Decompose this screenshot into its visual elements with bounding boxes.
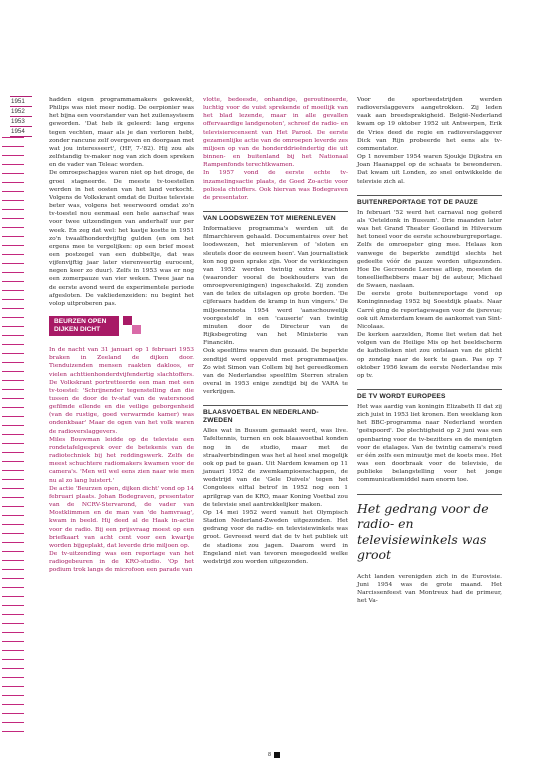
section-heading: BEURZEN OPEN DIJKEN DICHT [49, 316, 119, 336]
paragraph: Ook speelfilms waren dun gezaaid. De beperkte zendtijd werd opgevuld met programmaatjes. Zo wist Simon van Collem bij het gereedkomen van de Nederlandse speelfilm Sterren stralen overal in 1953 enige zendtijd bij de VARA te verkrijgen. [203, 348, 348, 396]
section-heading: DE TV WORDT EUROPEES [357, 393, 446, 400]
paragraph: De actie 'Beurzen open, dijken dicht' vond op 14 februari plaats. Johan Bodegraven, presentator van de NCRV-Stervarond, de vader van Mostklimmen en de man van 'de hamvraag', kwam in beeld. Hij deed al de Haak in-actie voor de radio. Bij een prijsvraag moest op een briefkaart van acht cent voor een kwartje worden bijgeplakt, dat leverde drie miljoen op. [49, 485, 194, 549]
page-number: 8 [268, 752, 272, 758]
paragraph: De tv-uitzending was een reportage van het radiogebeuren in de KRO-studio. 'Op het podium trok langs de microfoon een parade van [49, 550, 194, 574]
paragraph: Het was aardig van koningin Elizabeth II dat zij zich juist in 1953 liet kronen. Een weeklang kon het BBC-programma naar Nederland worden 'geëxpoord'. De plechtigheid op 2 juni was een openbaring voor de tv-bezitters en de menigten voor de etalages. Van de twintig camera's reed er één zelfs een minuutje met de koets mee. Het was een doorbraak voor de televisie, de publieke belangstelling voor het jonge communicatiemiddel nam enorm toe. [357, 404, 503, 484]
decor-square [132, 325, 141, 334]
section-heading: VAN LOODSWEZEN TOT MIERENLEVEN [203, 215, 336, 223]
paragraph: De omroepschapjes waren niet op het droge, de groei stagneerde. De meeste tv-toestellen werden in het oosten van het land verkocht. Volgens de Volkskrant omdat de Duitse televisie beter was, volgens het weerwoord omdat zo'n tv-toestel nou eenmaal een hele aanschaf was voor twee uitzendingen van anderhalf uur per week. En zeg dat wel: het kastje kostte in 1951 zo'n twaalfhonderdvijftig gulden (en om het ergens mee te vergelijken: op een brief moest een postzegel van een dubbeltje, dat was vijfenvijftig jaar later vierenveertig eurocent, negen keer zo duur). Zelfs in 1953 was er nog een zomerpauze van vier weken. Twee jaar na de eerste avond werd de experimentele periode afgesloten. De vakliedenzeiden: nu begint het volop uitproberen pas. [49, 170, 194, 307]
paragraph: In de nacht van 31 januari op 1 februari 1953 braken in Zeeland de dijken door. Tienduizenden mensen raakten dakloos, er vielen achttienhonderdvijfendertig slachtoffers. De Volkskrant portretteerde een man met een tv-toestel: 'Schrijnender tegenstelling dan die tussen de door de tv-staf van de watersnood gefilmde ellende en die veilige geborgenheid (van de rustige, goed verwarmde kamer) was ondenkbaar' Maar de ogen van het volk waren de radioverslaggevers. [49, 347, 194, 435]
section-header [203, 211, 348, 223]
section-heading: BLAASVOETBAL EN NEDERLAND-ZWEDEN [203, 409, 319, 425]
section-header [357, 195, 502, 207]
year-label: 1953 [10, 117, 32, 127]
year-label: 1954 [10, 127, 32, 137]
section-header [357, 389, 502, 401]
paragraph: Acht landen verenigden zich in de Eurovisie. Juni 1954 was de grote maand. Het Narcissenfeest van Montreux had de primeur, het Va- [357, 573, 502, 605]
section-heading-box [49, 316, 194, 340]
page-footer [268, 752, 280, 758]
year-label: 1952 [10, 107, 32, 117]
paragraph: De kerken aarzelden, Rome liet weten dat het volgen van de Heilige Mis op het beeldscherm de katholieken niet zou ontslaan van de plicht op zondag naar de kerk te gaan. Pas op 7 oktober 1956 kwam de eerste Nederlandse mis op tv. [357, 332, 502, 379]
paragraph: Op 1 november 1954 waren Sjoukje Dijkstra en Joan Haanappel op de schaats te bewonderen. Dat kwam uit Londen, zo snel ontwikkelde de televisie zich al. [357, 154, 502, 185]
footer-block-icon [274, 752, 280, 758]
paragraph: Miles Bouwman leidde op de televisie een rondetafelgesprek over de betekenis van de radiotechniek bij het reddingswerk. Zelfs de meest schuchtere radiomakers kwamen voor de camera's. 'Men wil wel eens zien naar wie men nu al zo lang luistert.' [49, 436, 194, 484]
paragraph: Voor de sportwedstrijden werden radioverslaggevers aangetrokken. Zij leden vaak aan breedsprakigheid. België-Nederland kwam op 19 oktober 1952 uit Antwerpen, Erik de Vries deed de regie en radioverslaggever Dick van Rijn probeerde het eens als tv-commentator. [357, 97, 502, 152]
year-label: 1951 [10, 96, 32, 107]
text-column-3 [357, 96, 502, 605]
year-index [10, 96, 32, 137]
paragraph: Informatieve programma's werden uit de filmarchieven gehaald. Documentaires over het loodswezen, het mierenleven of 'sloten en sleutels door de eeuwen heen'. Van journalistiek kon nog geen sprake zijn. Voor de verkiezingen van 1952 werden twintig extra krachten (waaronder vooral de boekhouders van de omroepverenigingen) ingeschakeld. Zij zonden van de telex de uitslagen op grote borden. 'De cijferaars hadden de kramp in hun vingers.' De miljoenennota 1954 werd 'aanschouwelijk voorgesteld' in een 'causerie' van twintig minuten door de Directeur van de Rijksbegroting van het Ministerie van Financiën. [203, 226, 348, 347]
paragraph: De eerste grote buitenreportage vond op Koninginnedag 1952 bij Soestdijk plaats. Naar Carré ging de reportagewagen voor de ijsrevue; ook uit Amsterdam kwam de aankomst van Sint-Nicolaas. [357, 291, 502, 330]
section-header [203, 405, 348, 425]
text-column-1 [49, 96, 194, 574]
paragraph: hadden eigen programmamakers gekweekt, Philips was niet meer nodig. De oerpionier was het bijna een voorstander van het zuilensysteem geworden. 'Dat heb ik geleerd: lang ergens tegen vechten, maar als je dan verloren hebt, zonder rancune zelf overgeven en doorgaan met wat jou interesseert', (HF, 7-'82). Hij zou als zelfstandig tv-maker nog van zich doen spreken en de vader van Teleac worden. [49, 97, 194, 169]
paragraph: vlotte, bedeesde, onhandige, geroutineerde, luchtig voor de vuist sprekende of moeilijk van het blad lezende, maar in alle gevallen offervaardige landgenoten', schreef de radio- en televisierecensent van Het Parool. De eerste gezamenlijke actie van de omroepen leverde zes miljoen op van de honderddrieëndertig die uit binnen- en buitenland bij het Nationaal Rampenfonds terechtkwamen. [203, 97, 348, 169]
decor-square [123, 316, 132, 325]
margin-tick-marks [2, 137, 24, 737]
pull-quote: Het gedrang voor de radio- en televisiewinkels was groot [357, 494, 502, 563]
paragraph: In februari '52 werd het carnaval nog geëerd als 'Oeteldonk in Bussum'. Drie maanden later was het Grand Theater Gooiland in Hilversum het toneel voor de eerste schouwburgreportage. Zelfs de omroepster ging mee. Helaas kon vanwege de beperkte zendtijd slechts het gedeelte vóór de pauze worden uitgezonden. Hoe De Gecroonde Leersse afliep, moesten de toneelliefhebbers maar bij de auteur, Michael de Swaen, naslaan. [357, 209, 502, 290]
paragraph: Op 14 mei 1952 werd vanuit het Olympisch Stadion Nederland-Zweden uitgezonden. Het gedrang voor de radio- en televisiewinkels was groot. Gevreesd werd dat de tv het publiek uit de stadions zou jagen. Daarom werd in Engeland niet van tevoren meegedeeld welke wedstrijd zou worden uitgezonden. [203, 509, 348, 565]
text-column-2 [203, 96, 348, 566]
paragraph: Alles wat in Bussum gemaakt werd, was live. Tafeltennis, turnen en ook blaasvoetbal konden nog in de studio, maar met de straalverbindingen was het al heel snel mogelijk ook op pad te gaan. Uit Nardem kwamen op 11 januari 1952 de zwemkampioenschappen, de wedstrijd van de 'Gele Duivels' tegen het Congolees elftal betrof in 1952 nog een 1 aprilgrap van de KRO, maar Koning Voetbal zou de televisie snel aantrekkelijker maken. [203, 428, 348, 508]
paragraph: In 1957 vond de eerste echte tv-inzamelingsactie plaats, de Goed Zo-actie voor poliosla chtoffers. Ook hiervan was Bodegraven de presentator. [203, 170, 348, 201]
section-heading: BUITENREPORTAGE TOT DE PAUZE [357, 198, 478, 206]
